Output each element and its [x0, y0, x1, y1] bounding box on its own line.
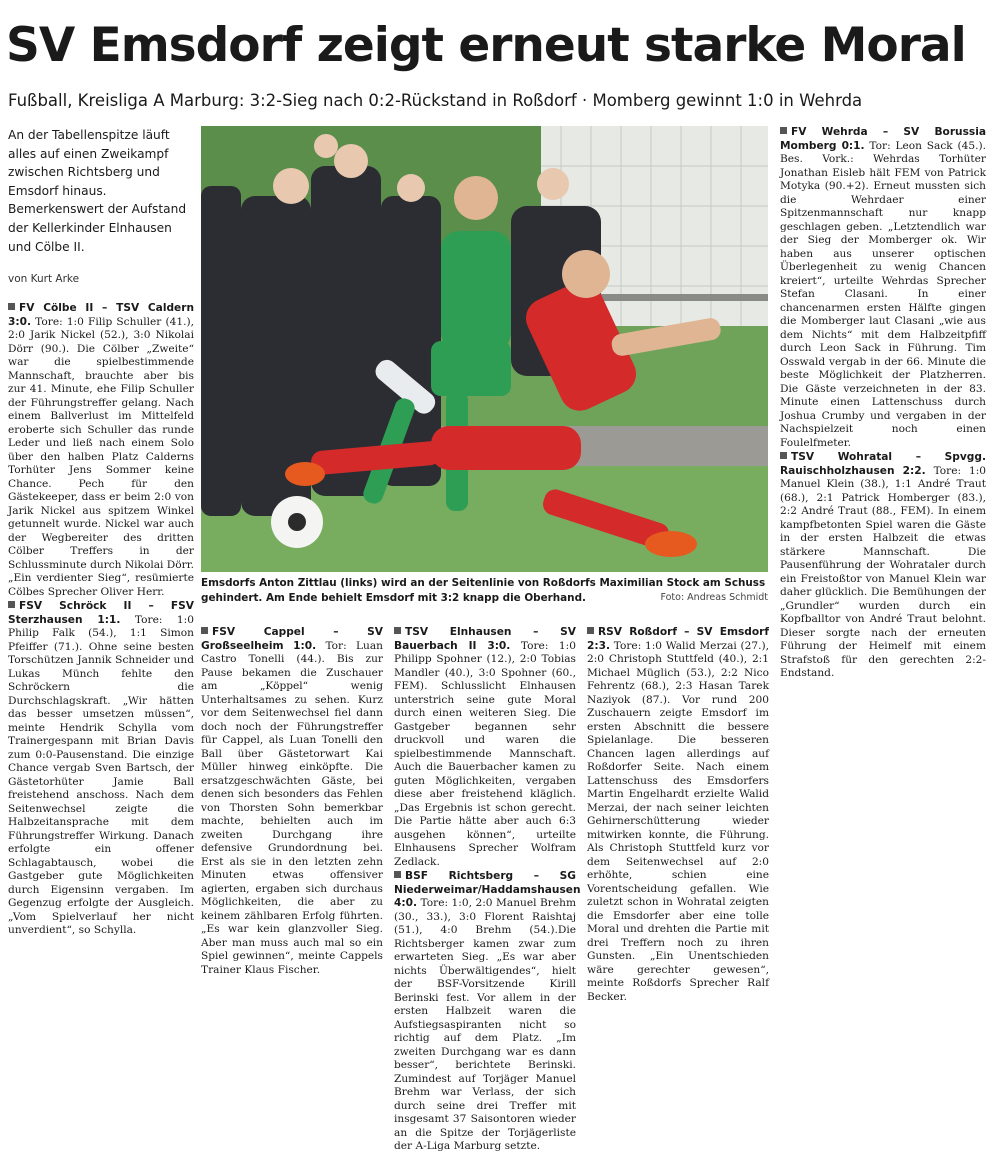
column-3: [394, 626, 581, 1152]
match-report: [394, 626, 576, 869]
match-heading: FSV Cappel – SV Großseelheim 1:0.: [201, 626, 383, 652]
match-text: Tore: 1:0 Walid Merzai (27.), 2:0 Christoph Stuttfeld (40.), 2:1 Michael Müglich (53.), 2:2 Nico Fehrentz (68.), 2:3 Hasan Tarek Naziyok (87.). Vor rund 200 Zuschauern zeigte Emsdorf im ersten Abschnitt die bessere Spielanlage. Die besseren Chancen lagen allerdings auf Roßdorfer Seite. Nach einem Lattenschuss des Emsdorfers Martin Engelhardt erzielte Walid Merzai, der nach seiner leichten Gehirnerschütterung wieder mitwirken konnte, die Führung. Als Christoph Stuttfeld kurz vor dem Seitenwechsel auf 2:0 erhöhte, schien eine Vorentscheidung gefallen. Wie zuletzt schon in Wohratal zeigten die Emsdorfer aber eine tolle Moral und drehten die Partie mit drei Treffern noch zu ihren Gunsten. „Ein Unentschieden wäre gerechter gewesen“, meinte Roßdorfs Sprecher Ralf Becker.: [587, 639, 769, 1003]
match-heading: FV Wehrda – SV Borussia Momberg 0:1.: [780, 126, 986, 152]
subline: Fußball, Kreisliga A Marburg: 3:2-Sieg nach 0:2-Rückstand in Roßdorf · Momberg gewinnt 1:0 in Wehrda: [8, 91, 863, 110]
square-bullet-icon: [780, 127, 787, 134]
match-report: [8, 600, 194, 938]
match-text: Tore: 1:0, 2:0 Manuel Brehm (30., 33.), 3:0 Florent Raishtaj (51.), 4:0 Brehm (54.).Die Richtsberger kamen zwar zum erwarteten Sieg. „Es war aber nichts Überwältigendes“, hielt der BSF-Vorsitzende Kirill Berinski fest. Vor allem in der ersten Halbzeit waren die Aufstiegsaspiranten nicht so richtig auf dem Platz. „Im zweiten Durchgang war es dann besser“, berichtete Berinski. Zumindest auf Torjäger Manuel Brehm war Verlass, der sich durch seine drei Treffer mit insgesamt 37 Saisontoren wieder an die Spitze der Torjägerliste der A-Liga Marburg setzte.: [394, 897, 576, 1152]
match-heading: TSV Elnhausen – SV Bauerbach II 3:0.: [394, 626, 576, 652]
match-text: Tore: 1:0 Philipp Spohner (12.), 2:0 Tobias Mandler (40.), 3:0 Spohner (60., FEM). Schlusslicht Elnhausen unterstrich seine gute Moral durch einen weiteren Sieg. Die Gastgeber begannen sehr druckvoll und waren die spielbestimmende Mannschaft. Auch die Bauerbacher kamen zu guten Möglichkeiten, vergaben diese aber freistehend kläglich. „Das Ergebnis ist schon gerecht. Die Partie hätte aber auch 6:3 ausgehen können“, urteilte Elnhausens Sprecher Wolfram Zedlack.: [394, 639, 576, 868]
match-text: Tore: 1:0 Filip Schuller (41.), 2:0 Jarik Nickel (52.), 3:0 Nikolai Dörr (90.). Die Cölber „Zweite“ war die spielbestimmende Mannschaft, brauchte aber bis zur 41. Minute, ehe Filip Schuller der Führungstreffer gelang. Nach einem Ballverlust im Mittelfeld eroberte sich Schuller das runde Leder und ließ nach einem Solo über den halben Platz Calderns Torhüter Jens Sommer keine Chance. Pech für den Gästekeeper, dass er beim 2:0 von Jarik Nickel aus spitzem Winkel getunnelt wurde. Nickel war auch der Wegbereiter des dritten Cölber Treffers in der Schlussminute durch Nikolai Dörr. „Ein verdienter Sieg“, resümierte Cölbes Sprecher Oliver Herr.: [8, 315, 194, 598]
teaser-text: An der Tabellenspitze läuft alles auf einen Zweikampf zwischen Richtsberg und Emsdorf hinaus. Bemerkenswert der Aufstand der Kellerkinder Elnhausen und Cölbe II.: [8, 128, 187, 254]
match-photo: [201, 126, 768, 572]
match-text: Tore: 1:0 Manuel Klein (38.), 1:1 André Traut (68.), 2:1 Patrick Homberger (83.), 2:2 André Traut (88., FEM). In einem kampfbetonten Spiel waren die Gäste in der ersten Halbzeit die etwas stärkere Mannschaft. Die Pausenführung der Wohrataler durch ein Freistoßtor von Manuel Klein war daher glücklich. Die Bemühungen der „Grundler“ wurden durch ein Kopfballtor von André Traut belohnt. Dieser sorgte nach der erneuten Führung der Heimelf mit einem Strafstoß für den gerechten 2:2-Endstand.: [780, 464, 986, 679]
square-bullet-icon: [8, 601, 15, 608]
headline: SV Emsdorf zeigt erneut starke Moral: [6, 18, 966, 73]
match-text: Tor: Leon Sack (45.). Bes. Vork.: Wehrdas Torhüter Jonathan Eisleb hält FEM von Patrick Motyka (90.+2). Erneut mussten sich die Wehrdaer einer Spitzenmannschaft nur knapp geschlagen geben. „Letztendlich war der Sieg der Momberger ok. Wir haben aus unserer optischen Überlegenheit zu wenig Chancen kreiert“, urteilte Wehrdas Sprecher Stefan Clasani. In einer chancenarmen ersten Hälfte gingen die Momberger laut Clasani „wie aus dem Nichts“ mit dem Halbzeitpfiff durch Leon Sack in Führung. Tim Osswald vergab in der 66. Minute die beste Möglichkeit der Platzherren. Die Gäste verzeichneten in der 83. Minute einen Lattenschuss durch Joshua Crumby und vergaben in der Nachspielzeit noch einen Foulelfmeter.: [780, 139, 986, 449]
square-bullet-icon: [201, 627, 208, 634]
square-bullet-icon: [394, 627, 401, 634]
football: [271, 496, 323, 548]
match-heading: RSV Roßdorf – SV Emsdorf 2:3.: [587, 626, 769, 652]
match-report: [8, 302, 194, 599]
match-report: [780, 126, 986, 450]
column-5: [780, 126, 986, 996]
football-photo-illustration: [201, 126, 768, 572]
match-report: [780, 451, 986, 681]
caption-text: Emsdorfs Anton Zittlau (links) wird an der Seitenlinie von Roßdorfs Maximilian Stock am Schuss gehindert. Am Ende behielt Emsdorf mit 3:2 knapp die Oberhand.: [201, 577, 766, 604]
square-bullet-icon: [587, 627, 594, 634]
square-bullet-icon: [8, 303, 15, 310]
match-heading: FSV Schröck II – FSV Sterzhausen 1:1.: [8, 600, 194, 626]
match-report: [394, 870, 581, 1154]
match-text: Tor: Luan Castro Tonelli (44.). Bis zur Pause bekamen die Zuschauer am „Köppel“ wenig Unterhaltsames zu sehen. Kurz vor dem Seitenwechsel fiel dann doch noch der Führungstreffer für Cappel, als Luan Tonelli den Ball über Gästetorwart Kai Müller hinweg einköpfte. Die ersatzgeschwächten Gäste, bei denen sich besonders das Fehlen von Thorsten Sohn bemerkbar machte, behielten auch im zweiten Durchgang ihre defensive Grundordnung bei. Erst als sie in den letzten zehn Minuten etwas offensiver agierten, ergaben sich durchaus Möglichkeiten, die aber zu keinem zählbaren Erfolg führten. „Es war kein glanzvoller Sieg. Aber man muss auch mal so ein Spiel gewinnen“, meinte Cappels Trainer Klaus Fischer.: [201, 639, 383, 976]
byline: von Kurt Arke: [8, 273, 80, 285]
square-bullet-icon: [780, 452, 787, 459]
match-report: [587, 626, 769, 1004]
match-report: [201, 626, 383, 977]
square-bullet-icon: [394, 871, 401, 878]
match-text: Tore: 1:0 Philip Falk (54.), 1:1 Simon Pfeiffer (71.). Ohne seine besten Torschützen Jannik Schneider und Lukas Münch fehlte den Schröckern die Durchschlagskraft. „Wir hätten das besser umsetzen müssen“, meinte Hendrik Schylla vom Trainergespann mit Brian Davis zum 0:0-Pausenstand. Die einzige Chance vergab Sven Bartsch, der Gästetorhüter Jamie Ball freistehend anschoss. Nach dem Seitenwechsel zeigte die Halbzeitansprache mit dem Führungstreffer Wirkung. Danach erfolgte ein offener Schlagabtausch, wobei die Gastgeber gute Möglichkeiten durch Eigensinn vergaben. Im Gegenzug erfolgte der Ausgleich. „Vom Spielverlauf her nicht unverdient“, so Schylla.: [8, 613, 194, 936]
column-2: [201, 626, 383, 996]
column-4: [587, 626, 769, 1003]
column-1: [8, 302, 194, 996]
match-heading: TSV Wohratal – Spvgg. Rauischholzhausen 2:2.: [780, 451, 986, 477]
match-heading: FV Cölbe II – TSV Caldern 3:0.: [8, 302, 194, 328]
photo-caption: [201, 576, 768, 605]
match-heading: BSF Richtsberg – SG Niederweimar/Haddamshausen 4:0.: [394, 870, 581, 909]
photo-credit: Foto: Andreas Schmidt: [660, 591, 768, 603]
